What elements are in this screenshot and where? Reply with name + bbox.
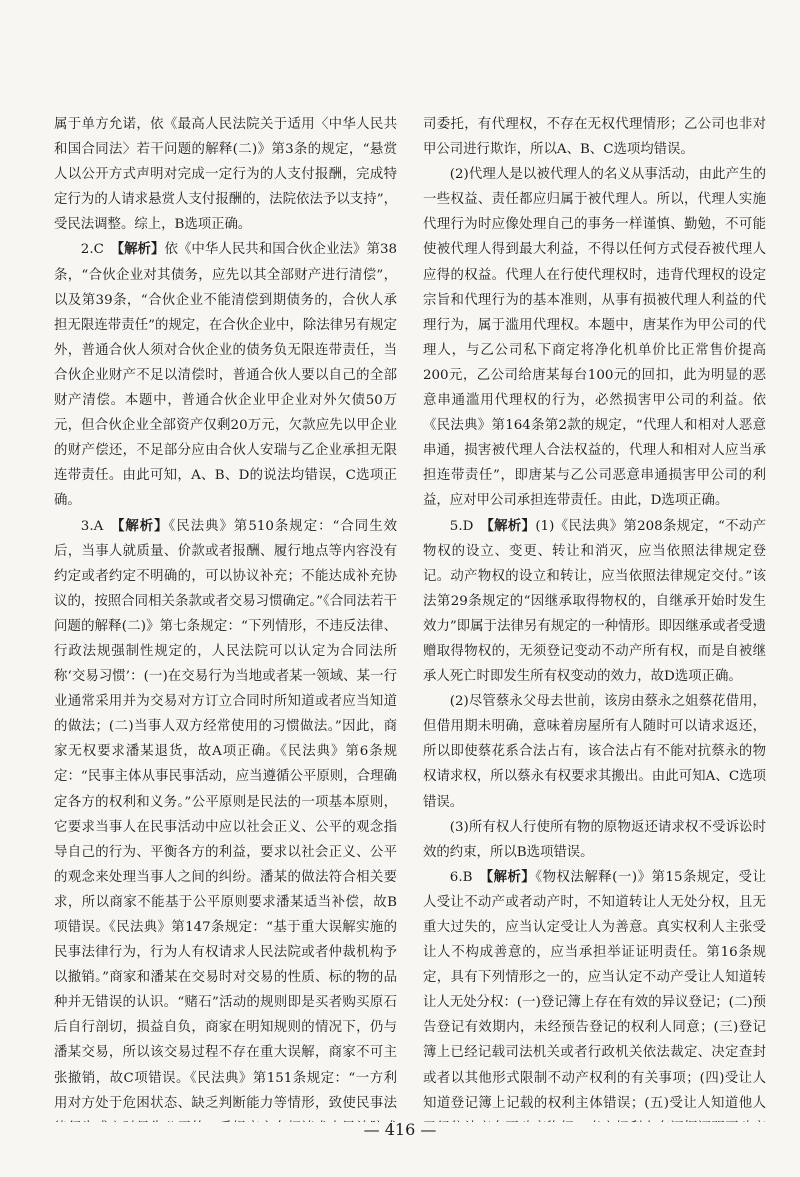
page-number: — 416 — [363,1120,437,1139]
paragraph [423,689,766,814]
paragraph [423,815,766,865]
question-number: 3.A [80,518,104,534]
question-number: 6.B [449,869,473,885]
paragraph-text: 依《中华人民共和国合伙企业法》第38条，“合伙企业对其债务，应先以其全部财产进行清偿”，以及第39条，“合伙企业不能清偿到期债务的，合伙人承担无限连带责任”的规定，在合伙企业中，除法律另有规定外，普通合伙人须对合伙企业的债务负无限连带责任，当合伙企业财产不足以清偿时，普通合伙人要以自己的全部财产清偿。本题中，普通合伙企业甲企业对外欠债50万元，但合伙企业全部资产仅剩20万元，欠款应先以甲企业的财产偿还，不足部分应由合伙人安瑞与乙企业承担无限连带责任。由此可知，A、B、D的说法均错误，C选项正确。 [54,242,397,509]
paragraph [423,865,766,1122]
paragraph [423,162,766,513]
question-number: 2.C [80,242,104,258]
paragraph [423,514,766,690]
paragraph [54,112,397,237]
paragraph-text: 《民法典》第510条规定：“合同生效后，当事人就质量、价款或者报酬、履行地点等内容没有约定或者约定不明确的，可以协议补充；不能达成补充协议的，按照合同相关条款或者交易习惯确定。”《合同法若干问题的解释(二)》第七条规定：“下列情形，不违反法律、行政法规强制性规定的，人民法院可以认定为合同法所称‘交易习惯’：(一)在交易行为当地或者某一领域、某一行业通常采用并为交易对方订立合同时所知道或者应当知道的做法；(二)当事人双方经常使用的习惯做法。”因此，商家无权要求潘某退货，故A项正确。《民法典》第6条规定：“民事主体从事民事活动，应当遵循公平原则，合理确定各方的权利和义务。”公平原则是民法的一项基本原则，它要求当事人在民事活动中应以社会正义、公平的观念指导自己的行为、平衡各方的利益，要求以社会正义、公平的观念来处理当事人之间的纠纷。潘某的做法符合相关要求，所以商家不能基于公平原则要求潘某适当补偿，故B项错误。《民法典》第147条规定：“基于重大误解实施的民事法律行为，行为人有权请求人民法院或者仲裁机构予以撤销。”商家和潘某在交易时对交易的性质、标的物的品种并无错误的认识。“赌石”活动的规则即是买者购买原石后自行剖切，损益自负，商家在明知规则的情况下，仍与潘某交易，所以该交易过程不存在重大误解，商家不可主张撤销，故C项错误。《民法典》第151条规定：“一方利用对方处于危困状态、缺乏判断能力等情形，致使民事法 [54,518,397,1111]
paragraph-text: (3)所有权人行使所有物的原物返还请求权不受诉讼时效的约束，所以B选项错误。 [423,819,766,860]
paragraph-text: 司委托，有代理权，不存在无权代理情形；乙公司也非对甲公司进行欺诈，所以A、B、C选项均错误。 [423,117,766,158]
paragraph-text: 《物权法解释(一)》第15条规定，受让人受让不动产或者动产时，不知道转让人无处分权，且无重大过失的，应当认定受让人为善意。真实权利人主张受让人不构成善意的，应当承担举证证明责任。第16条规定，具有下列情形之一的，应当认定不动产受让人知道转让人无处分权：(一)登记簿上存在有效的异议登记；(二)预告登记有效期内，未经预告登记的权利人同意；(三)登记簿上已经记载司法机关或者行政机关依法裁定、决定查封或者以其他形式限制不动产权利的有关事项；(四)受让人知道登记簿上记载的权利主体错误；(五)受让人知道他人 [423,869,766,1111]
analysis-tag: 【解析】 [110,242,165,258]
question-number: 5.D [449,518,474,534]
analysis-tag: 【解析】 [479,869,536,885]
paragraph-text: 属于单方允诺，依《最高人民法院关于适用〈中华人民共和国合同法〉若干问题的解释(二)》第3条的规定，“悬赏人以公开方式声明对完成一定行为的人支付报酬，完成特定行为的人请求悬赏人支付报酬的，法院依法予以支持”，受民法调整。综上，B选项正确。 [54,117,397,233]
analysis-tag: 【解析】 [480,518,536,534]
paragraph [423,112,766,162]
paragraph [54,237,397,513]
page-body [54,112,766,1122]
analysis-tag: 【解析】 [109,518,169,534]
right-column [423,112,766,1122]
paragraph-text: (2)代理人是以被代理人的名义从事活动，由此产生的一些权益、责任都应归属于被代理人。所以，代理人实施代理行为时应像处理自己的事务一样谨慎、勤勉，不可能使被代理人得到最大利益，不得以任何方式侵吞被代理人应得的权益。代理人在行使代理权时，违背代理权的设定宗旨和代理行为的基本准则，从事有损被代理人利益的代理行为，属于滥用代理权。本题中，唐某作为甲公司的代理人，与乙公司私下商定将净化机单价比正常售价提高200元，乙公司给唐某每台100元的回扣，此为明显的恶意串通滥用代理权的行为，必然损害甲公司的利益。依《民法典》第164条第2款的规定，“代理人和相对人恶意串通，损害被代理人合法权益的，代理人和相对人应当承担连带责任”，即唐某与乙公司恶意串通损害甲公司的利益，应对甲公司承担连带责任。由此，D选项正确。 [423,167,766,509]
paragraph-text: (1)《民法典》第208条规定，“不动产物权的设立、变更、转让和消灭，应当依照法律规定登记。动产物权的设立和转让，应当依照法律规定交付。”该法第29条规定的“因继承取得物权的，自继承开始时发生效力”即属于法律另有规定的一种情形。即因继承或者受遗赠取得物权的，无须登记变动不动产所有权，而是自被继承人死亡时即发生所有权变动的效力，故D选项正确。 [423,518,766,685]
left-column [54,112,397,1122]
paragraph-text: (2)尽管蔡永父母去世前，该房由蔡永之姐蔡花借用，但借用期未明确，意味着房屋所有人随时可以请求返还，所以即使蔡花系合法占有，该合法占有不能对抗蔡永的物权请求权，所以蔡永有权要求其搬出。由此可知A、C选项错误。 [423,694,766,810]
paragraph [54,514,397,1123]
